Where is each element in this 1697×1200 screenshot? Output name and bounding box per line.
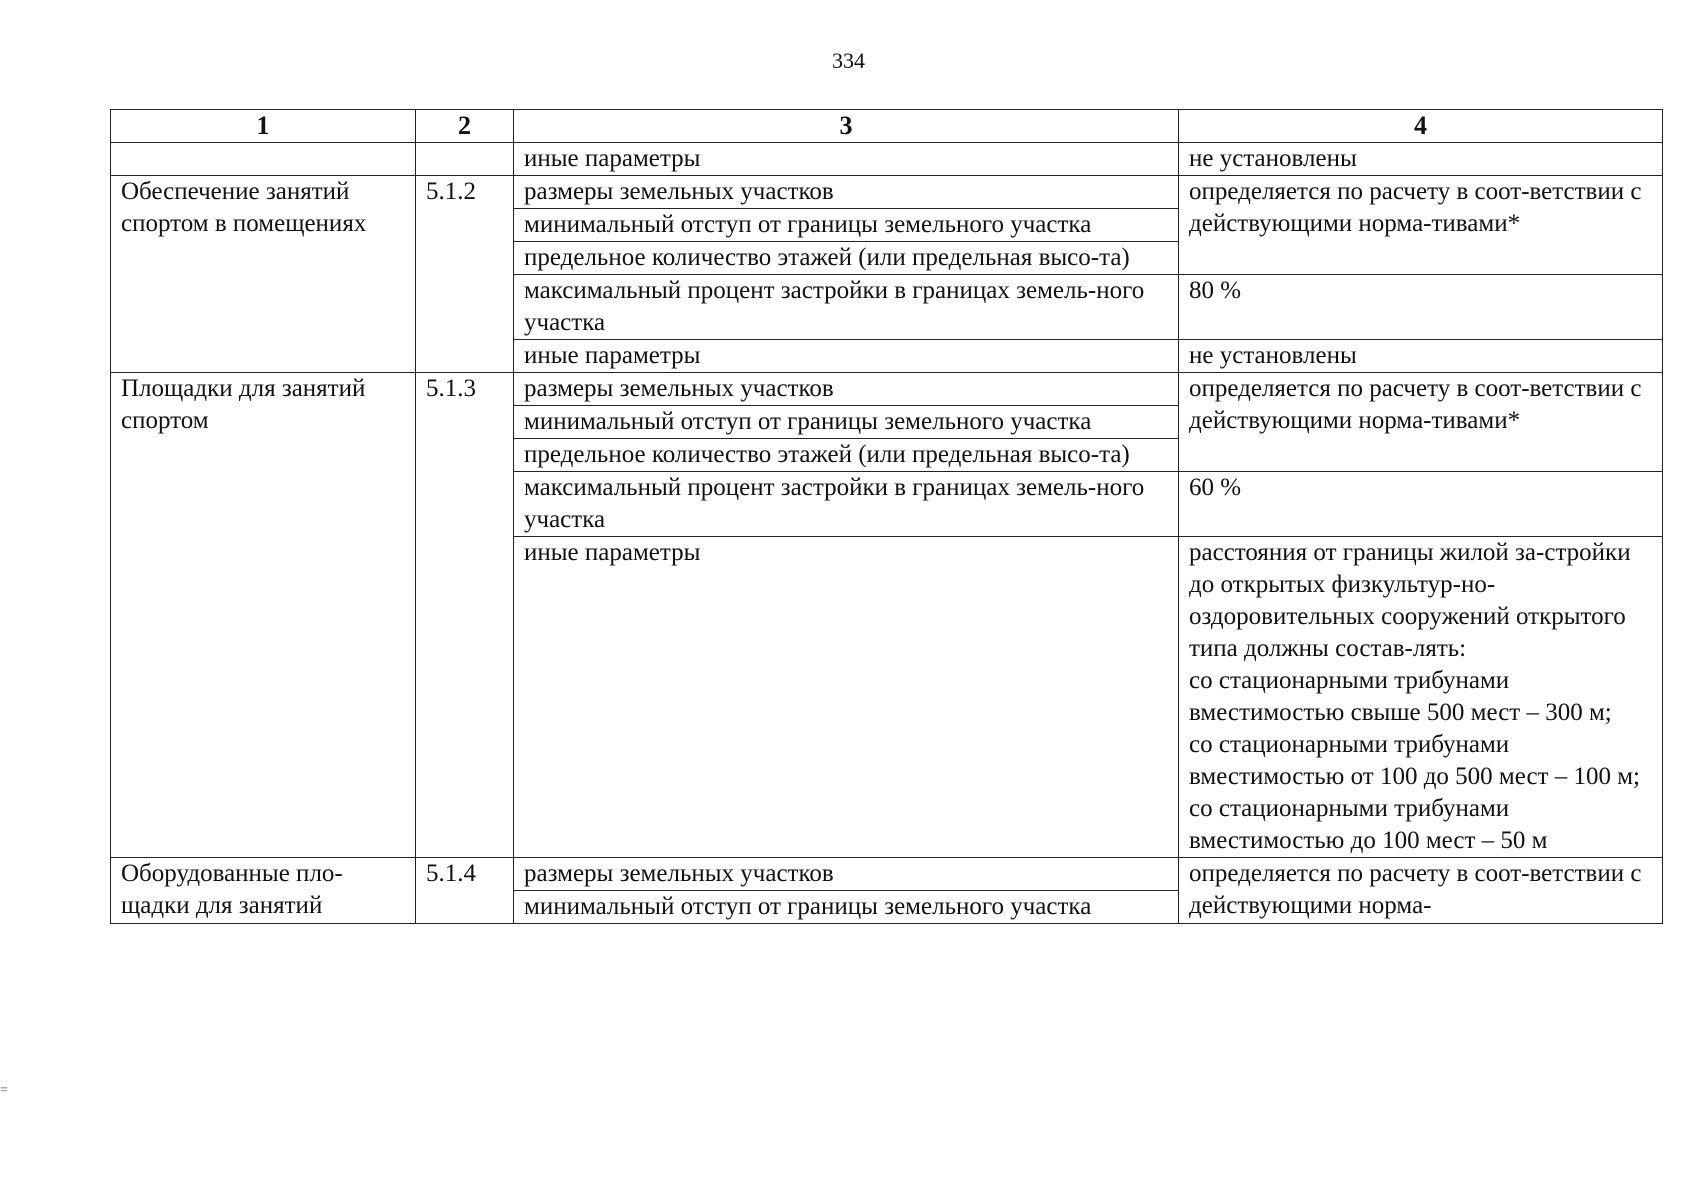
param-cell: иные параметры: [514, 537, 1179, 858]
header-row: [111, 110, 1663, 143]
value-line: со стационарными трибунами вместимостью свыше 500 мест – 300 м;: [1189, 667, 1612, 726]
param-cell: максимальный процент застройки в границах земель-ного участка: [514, 275, 1179, 340]
value-cell: 60 %: [1179, 472, 1663, 537]
table-row: [111, 858, 1663, 891]
param-cell: минимальный отступ от границы земельного участка: [514, 406, 1179, 439]
code-cell: 5.1.4: [416, 858, 514, 924]
param-cell: размеры земельных участков: [514, 373, 1179, 406]
value-cell: определяется по расчету в соот-ветствии с действующими норма-: [1179, 858, 1663, 924]
use-name-cell: Оборудованные пло-щадки для занятий: [111, 858, 416, 924]
value-cell: 80 %: [1179, 275, 1663, 340]
use-name-cell: Обеспечение занятий спортом в помещениях: [111, 176, 416, 373]
column-header-4: 4: [1179, 110, 1663, 143]
param-cell: минимальный отступ от границы земельного участка: [514, 891, 1179, 924]
code-cell: [416, 143, 514, 176]
use-name-cell: Площадки для занятий спортом: [111, 373, 416, 858]
value-cell: не установлены: [1179, 143, 1663, 176]
value-line: со стационарными трибунами вместимостью от 100 до 500 мест – 100 м;: [1189, 731, 1641, 790]
column-header-1: 1: [111, 110, 416, 143]
param-cell: иные параметры: [514, 143, 1179, 176]
param-cell: иные параметры: [514, 340, 1179, 373]
regulations-table: [110, 109, 1663, 924]
column-header-3: 3: [514, 110, 1179, 143]
page-number: 334: [832, 48, 865, 73]
use-name-cell: [111, 143, 416, 176]
param-cell: предельное количество этажей (или предельная высо-та): [514, 242, 1179, 275]
value-cell: [1179, 537, 1663, 858]
table-row: [111, 176, 1663, 209]
value-cell: определяется по расчету в соот-ветствии с действующими норма-тивами*: [1179, 176, 1663, 275]
table-row: [111, 373, 1663, 406]
column-header-2: 2: [416, 110, 514, 143]
code-cell: 5.1.3: [416, 373, 514, 858]
code-cell: 5.1.2: [416, 176, 514, 373]
param-cell: размеры земельных участков: [514, 176, 1179, 209]
param-cell: максимальный процент застройки в границах земель-ного участка: [514, 472, 1179, 537]
margin-mark: =: [0, 1083, 8, 1098]
param-cell: размеры земельных участков: [514, 858, 1179, 891]
value-cell: не установлены: [1179, 340, 1663, 373]
table-row: [111, 143, 1663, 176]
value-line: расстояния от границы жилой за-стройки до открытых физкультур-но-оздоровительных сооружений открытого типа должны состав-лять:: [1189, 539, 1631, 662]
value-line: со стационарными трибунами вместимостью до 100 мест – 50 м: [1189, 795, 1548, 854]
value-cell: определяется по расчету в соот-ветствии с действующими норма-тивами*: [1179, 373, 1663, 472]
param-cell: минимальный отступ от границы земельного участка: [514, 209, 1179, 242]
param-cell: предельное количество этажей (или предельная высо-та): [514, 439, 1179, 472]
